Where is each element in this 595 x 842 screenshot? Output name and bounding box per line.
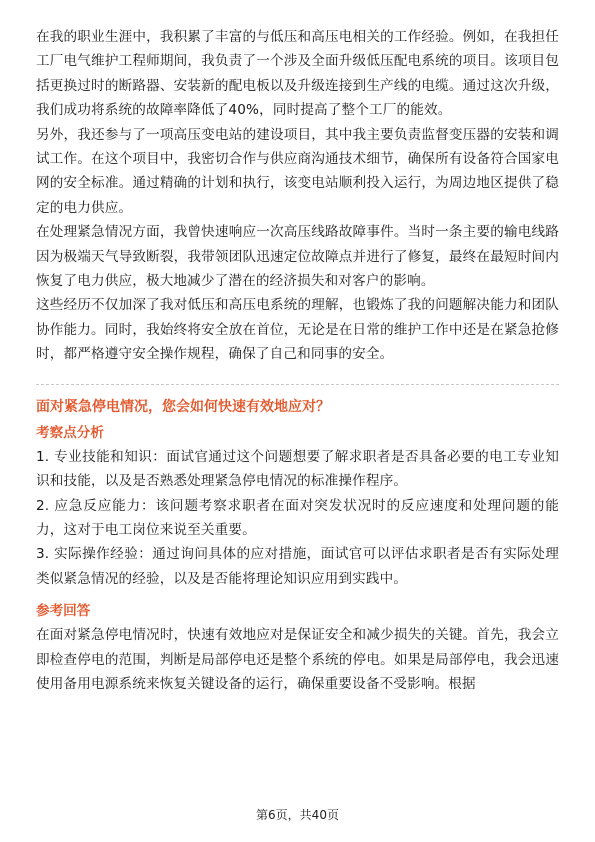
experience-paragraph-2: 另外，我还参与了一项高压变电站的建设项目，其中我主要负责监督变压器的安装和调试工作。在这个项目中，我密切合作与供应商沟通技术细节，确保所有设备符合国家电网的安全标准。通过精确的计划和执行，该变电站顺利投入运行，为周边地区提供了稳定的电力供应。 [36,126,559,216]
experience-paragraph-4: 这些经历不仅加深了我对低压和高压电系统的理解，也锻炼了我的问题解决能力和团队协作能力。同时，我始终将安全放在首位，无论是在日常的维护工作中还是在紧急抢修时，都严格遵守安全操作规程，确保了自己和同事的安全。 [36,297,559,363]
question-title: 面对紧急停电情况，您会如何快速有效地应对？ [36,398,330,415]
answer-text: 在面对紧急停电情况时，快速有效地应对是保证安全和减少损失的关键。首先，我会立即检查停电的范围，判断是局部停电还是整个系统的停电。如果是局部停电，我会迅速使用备用电源系统来恢复关键设备的运行，确保重要设备不受影响。根据 [36,627,559,692]
analysis-item-3: 3. 实际操作经验：通过询问具体的应对措施，面试官可以评估求职者是否有实际处理类似紧急情况的经验，以及是否能将理论知识应用到实践中。 [36,546,559,587]
document-page [36,25,559,696]
page-number: 第6页，共40页 [256,808,339,822]
analysis-heading: 考察点分析 [36,424,104,441]
analysis-item-1: 1. 专业技能和知识：面试官通过这个问题想要了解求职者是否具备必要的电工专业知识和技能，以及是否熟悉处理紧急停电情况的标准操作程序。 [36,448,559,490]
experience-paragraph-3: 在处理紧急情况方面，我曾快速响应一次高压线路故障事件。当时一条主要的输电线路因为极端天气导致断裂，我带领团队迅速定位故障点并进行了修复，最终在最短时间内恢复了电力供应，极大地减少了潜在的经济损失和对客户的影响。 [36,224,559,290]
experience-section [36,25,559,367]
section-divider [36,384,559,385]
analysis-item-2: 2. 应急反应能力：该问题考察求职者在面对突发状况时的反应速度和处理问题的能力，这对于电工岗位来说至关重要。 [36,497,559,538]
experience-paragraph-1: 在我的职业生涯中，我积累了丰富的与低压和高压电相关的工作经验。例如，在我担任工厂电气维护工程师期间，我负责了一个涉及全面升级低压配电系统的项目。该项目包括更换过时的断路器、安装新的配电板以及升级连接到生产线的电缆。通过这次升级，我们成功将系统的故障率降低了40%，同时提高了整个工厂的能效。 [36,29,559,119]
answer-heading: 参考回答 [36,603,91,620]
